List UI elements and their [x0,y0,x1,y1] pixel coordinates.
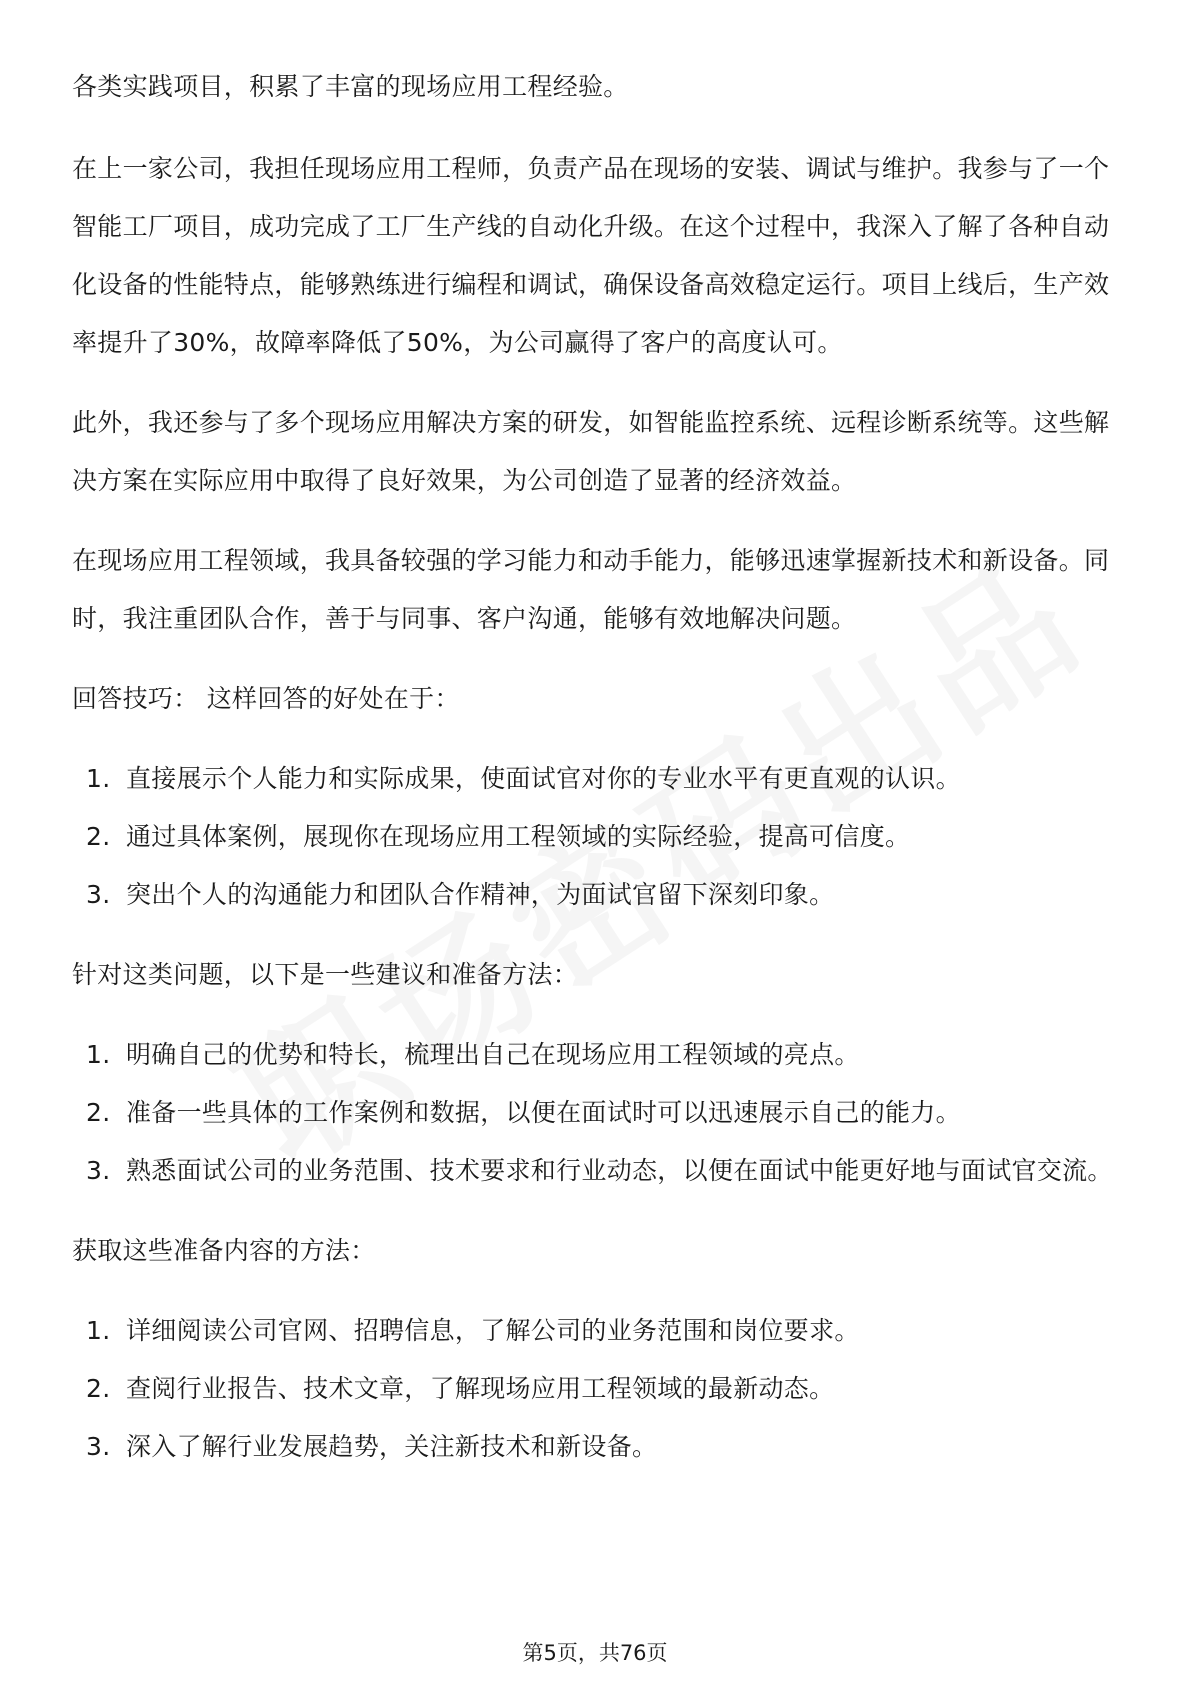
list-item [72,1084,1122,1142]
list-number: 2. [86,822,111,851]
list-item [72,1302,1122,1360]
list-item-text: 突出个人的沟通能力和团队合作精神，为面试官留下深刻印象。 [126,880,835,909]
list-item [72,1142,1122,1200]
list-item-text: 通过具体案例，展现你在现场应用工程领域的实际经验，提高可信度。 [126,822,911,851]
suggest-list [72,1026,1122,1200]
list-item-text: 准备一些具体的工作案例和数据，以便在面试时可以迅速展示自己的能力。 [126,1098,961,1127]
method-list [72,1302,1122,1476]
list-number: 3. [86,1156,111,1185]
list-item [72,1026,1122,1084]
suggest-heading: 针对这类问题，以下是一些建议和准备方法： [72,960,579,989]
tips-list [72,750,1122,924]
paragraph-experience: 在上一家公司，我担任现场应用工程师，负责产品在现场的安装、调试与维护。我参与了一个智能工厂项目，成功完成了工厂生产线的自动化升级。在这个过程中，我深入了解了各种自动化设备的性能特点，能够熟练进行编程和调试，确保设备高效稳定运行。项目上线后，生产效率提升了30%，故障率降低了50%，为公司赢得了客户的高度认可。 [72,154,1110,357]
page-content [72,58,1122,1498]
list-item [72,866,1122,924]
paragraph-abilities: 在现场应用工程领域，我具备较强的学习能力和动手能力，能够迅速掌握新技术和新设备。同时，我注重团队合作，善于与同事、客户沟通，能够有效地解决问题。 [72,546,1110,633]
list-item-text: 直接展示个人能力和实际成果，使面试官对你的专业水平有更直观的认识。 [126,764,961,793]
list-item-text: 明确自己的优势和特长，梳理出自己在现场应用工程领域的亮点。 [126,1040,860,1069]
list-number: 1. [86,1040,111,1069]
list-number: 1. [86,764,111,793]
paragraph-solutions: 此外，我还参与了多个现场应用解决方案的研发，如智能监控系统、远程诊断系统等。这些解决方案在实际应用中取得了良好效果，为公司创造了显著的经济效益。 [72,408,1110,495]
list-number: 1. [86,1316,111,1345]
list-number: 3. [86,880,111,909]
tips-heading: 回答技巧： 这样回答的好处在于： [72,684,460,713]
list-item-text: 详细阅读公司官网、招聘信息，了解公司的业务范围和岗位要求。 [126,1316,860,1345]
list-item-text: 深入了解行业发展趋势，关注新技术和新设备。 [126,1432,658,1461]
list-number: 2. [86,1098,111,1127]
list-item [72,808,1122,866]
list-number: 3. [86,1432,111,1461]
page-footer: 第5页，共76页 [522,1641,668,1665]
list-item-text: 查阅行业报告、技术文章，了解现场应用工程领域的最新动态。 [126,1374,835,1403]
method-heading: 获取这些准备内容的方法： [72,1236,376,1265]
list-item [72,750,1122,808]
list-item [72,1418,1122,1476]
list-number: 2. [86,1374,111,1403]
paragraph-continuation: 各类实践项目，积累了丰富的现场应用工程经验。 [72,72,629,101]
list-item [72,1360,1122,1418]
list-item-text: 熟悉面试公司的业务范围、技术要求和行业动态，以便在面试中能更好地与面试官交流。 [126,1156,1113,1185]
